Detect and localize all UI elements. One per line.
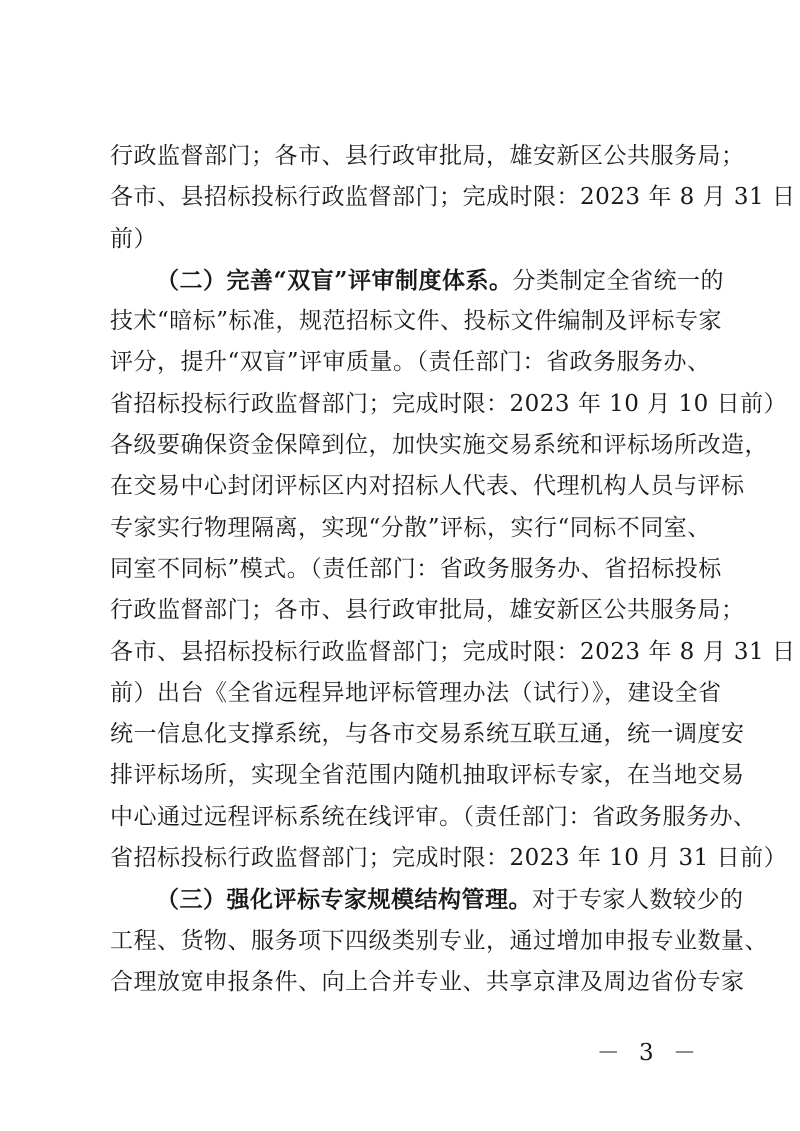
text-line-18: 省招标投标行政监督部门；完成时限：2023 年 10 月 31 日前） xyxy=(110,845,788,872)
text-line-8: 各级要确保资金保障到位，加快实施交易系统和评标场所改造， xyxy=(110,432,768,459)
section-three-heading-line xyxy=(110,879,744,920)
section-three-intro: 对于专家人数较少的 xyxy=(532,887,744,914)
section-two-heading: （二）完善“双盲”评审制度体系。 xyxy=(156,266,513,294)
text-line-6: 评分，提升“双盲”评审质量。（责任部门：省政务服务办、 xyxy=(110,349,711,376)
body-text xyxy=(110,136,796,1003)
text-line-14: 前）出台《全省远程异地评标管理办法（试行）》，建设全省 xyxy=(110,679,722,706)
section-three-heading: （三）强化评标专家规模结构管理。 xyxy=(156,886,532,914)
text-line-7: 省招标投标行政监督部门；完成时限：2023 年 10 月 10 日前） xyxy=(110,390,788,417)
text-line-13: 各市、县招标投标行政监督部门；完成时限：2023 年 8 月 31 日 xyxy=(110,638,796,665)
text-line-1: 行政监督部门；各市、县行政审批局，雄安新区公共服务局； xyxy=(110,143,745,169)
text-line-21: 合理放宽申报条件、向上合并专业、共享京津及周边省份专家 xyxy=(110,968,745,995)
text-line-17: 中心通过远程评标系统在线评审。（责任部门：省政务服务办、 xyxy=(110,803,757,830)
section-two-heading-line xyxy=(110,260,724,301)
text-line-2: 各市、县招标投标行政监督部门；完成时限：2023 年 8 月 31 日 xyxy=(110,184,796,211)
text-line-10: 专家实行物理隔离，实现“分散”评标，实行“同标不同室、 xyxy=(110,514,711,541)
text-line-9: 在交易中心封闭评标区内对招标人代表、代理机构人员与评标 xyxy=(110,473,745,500)
text-line-16: 排评标场所，实现全省范围内随机抽取评标专家，在当地交易 xyxy=(110,762,745,789)
text-line-20: 工程、货物、服务项下四级类别专业，通过增加申报专业数量、 xyxy=(110,927,768,954)
text-line-3: 前） xyxy=(110,225,157,252)
page-number: － 3 － xyxy=(596,1040,702,1066)
text-line-15: 统一信息化支撑系统，与各市交易系统互联互通，统一调度安 xyxy=(110,721,745,748)
section-two-intro: 分类制定全省统一的 xyxy=(512,267,724,294)
text-line-5: 技术“暗标”标准，规范招标文件、投标文件编制及评标专家 xyxy=(110,308,723,335)
text-line-11: 同室不同标”模式。（责任部门：省政务服务办、省招标投标 xyxy=(110,555,722,582)
text-line-12: 行政监督部门；各市、县行政审批局，雄安新区公共服务局； xyxy=(110,597,745,624)
